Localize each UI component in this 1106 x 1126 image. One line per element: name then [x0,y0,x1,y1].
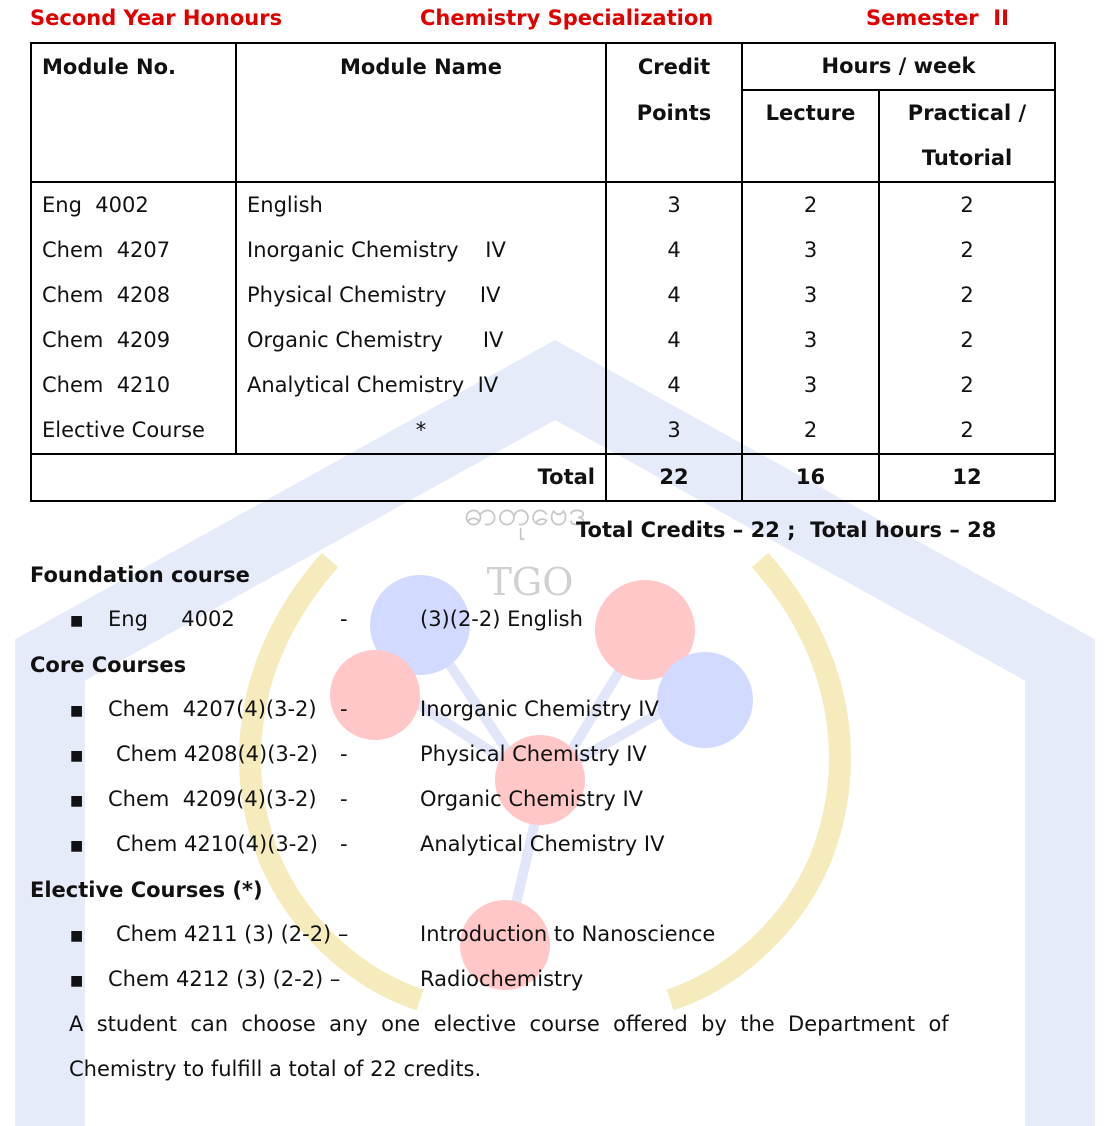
course-code: Chem 4210(4)(3-2) [116,832,318,856]
cell-practical: 2 [879,228,1055,273]
cell-module-name: Physical Chemistry IV [236,273,606,318]
table-row [31,318,1055,363]
cell-module-no: Chem 4208 [31,273,236,318]
cell-practical: 2 [879,408,1055,454]
course-code: Chem 4211 (3) (2-2) – [116,922,349,946]
core-heading: Core Courses [30,653,187,677]
bullet-icon: ■ [70,703,84,719]
cell-module-no: Eng 4002 [31,182,236,228]
bullet-icon: ■ [70,748,84,764]
cell-module-no: Chem 4207 [31,228,236,273]
course-dash: - [340,787,348,811]
col-header-hours: Hours / week [742,43,1055,90]
table-row [31,273,1055,318]
cell-module-name: Inorganic Chemistry IV [236,228,606,273]
foundation-heading: Foundation course [30,563,250,587]
cell-credit: 4 [606,363,742,408]
col-header-module-no: Module No. [31,43,236,90]
col-header-lecture: Lecture [742,90,879,136]
cell-credit: 3 [606,408,742,454]
cell-practical: 2 [879,273,1055,318]
elective-note-line2: Chemistry to fulfill a total of 22 credits. [69,1057,482,1081]
module-table [30,42,1056,502]
cell-module-name: Organic Chemistry IV [236,318,606,363]
cell-credit: 4 [606,273,742,318]
course-code: Chem 4209(4)(3-2) [108,787,317,811]
col-header-points: Points [606,90,742,136]
table-row [31,363,1055,408]
cell-credit: 4 [606,318,742,363]
cell-module-no: Elective Course [31,408,236,454]
bullet-icon: ■ [70,793,84,809]
bullet-icon: ■ [70,838,84,854]
total-credit: 22 [606,454,742,501]
header-specialization: Chemistry Specialization [420,6,714,30]
col-header-credit: Credit [606,43,742,90]
table-row [31,182,1055,228]
course-desc: Organic Chemistry IV [420,787,644,811]
bullet-icon: ■ [70,973,84,989]
total-label: Total [31,454,606,501]
course-desc: Radiochemistry [420,967,584,991]
cell-module-name: * [236,408,606,454]
course-desc: Inorganic Chemistry IV [420,697,659,721]
total-practical: 12 [879,454,1055,501]
course-code: Chem 4207(4)(3-2) [108,697,317,721]
totals-summary: Total Credits – 22 ; Total hours – 28 [576,518,997,542]
course-desc: Analytical Chemistry IV [420,832,665,856]
cell-practical: 2 [879,318,1055,363]
bullet-icon: ■ [70,613,84,629]
table-row [31,228,1055,273]
elective-note-line1: A student can choose any one elective course offered by the Department of [69,1012,949,1036]
header-year: Second Year Honours [30,6,283,30]
cell-lecture: 3 [742,228,879,273]
cell-lecture: 3 [742,363,879,408]
header-semester: Semester II [866,6,1009,30]
col-header-tutorial: Tutorial [879,136,1055,182]
course-dash: - [340,607,348,631]
watermark-glyph: ဓာတုဗေဒ [464,494,586,534]
course-desc: (3)(2-2) English [420,607,583,631]
course-desc: Physical Chemistry IV [420,742,647,766]
watermark-text: TGO [486,560,574,604]
course-dash: - [340,832,348,856]
cell-lecture: 2 [742,182,879,228]
cell-lecture: 3 [742,318,879,363]
bullet-icon: ■ [70,928,84,944]
total-lecture: 16 [742,454,879,501]
cell-credit: 4 [606,228,742,273]
table-row [31,408,1055,454]
course-code: Chem 4212 (3) (2-2) – [108,967,341,991]
course-desc: Introduction to Nanoscience [420,922,716,946]
table-total-row [31,454,1055,501]
course-code: Chem 4208(4)(3-2) [116,742,318,766]
cell-credit: 3 [606,182,742,228]
cell-module-no: Chem 4209 [31,318,236,363]
cell-module-name: Analytical Chemistry IV [236,363,606,408]
cell-module-no: Chem 4210 [31,363,236,408]
cell-lecture: 2 [742,408,879,454]
course-code: Eng 4002 [108,607,235,631]
elective-heading: Elective Courses (*) [30,878,263,902]
col-header-practical: Practical / [879,90,1055,136]
cell-lecture: 3 [742,273,879,318]
cell-practical: 2 [879,182,1055,228]
col-header-module-name: Module Name [236,43,606,90]
cell-practical: 2 [879,363,1055,408]
course-dash: - [340,742,348,766]
cell-module-name: English [236,182,606,228]
course-dash: - [340,697,348,721]
